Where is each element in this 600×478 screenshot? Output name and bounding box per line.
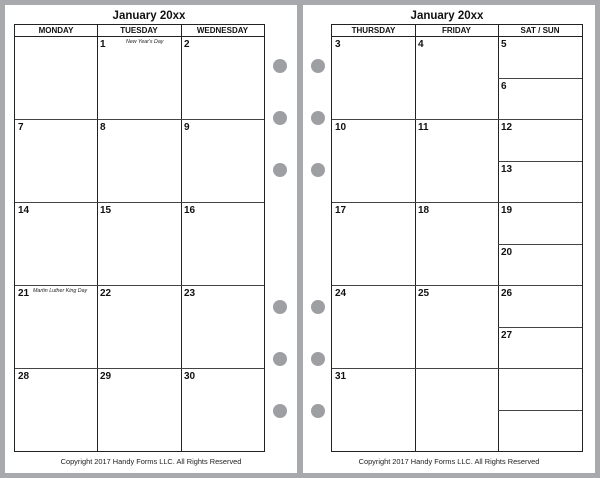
day-cell[interactable] [15, 369, 97, 451]
day-number: 12 [501, 122, 513, 133]
day-cell[interactable] [97, 286, 181, 368]
day-cell[interactable] [15, 203, 97, 285]
copyright-footer-right: Copyright 2017 Handy Forms LLC. All Rights Reserved [358, 457, 540, 466]
day-cell[interactable] [181, 120, 264, 202]
day-number: 24 [335, 288, 347, 299]
weekend-cell[interactable] [498, 120, 582, 161]
day-number: 1 [100, 39, 106, 50]
day-cell[interactable] [15, 120, 97, 202]
day-cell[interactable] [97, 120, 181, 202]
month-title-right: January 20xx [410, 10, 484, 22]
day-cell[interactable] [181, 369, 264, 451]
header-sat-sun: SAT / SUN [498, 25, 582, 37]
holiday-label: New Year's Day [126, 39, 164, 45]
copyright-footer-left: Copyright 2017 Handy Forms LLC. All Rights Reserved [60, 457, 242, 466]
day-number: 19 [501, 205, 513, 216]
day-number: 3 [335, 39, 341, 50]
day-cell[interactable] [415, 120, 498, 202]
binder-hole [273, 59, 287, 73]
day-cell[interactable] [415, 37, 498, 119]
day-number: 30 [184, 371, 196, 382]
weekend-cell[interactable] [498, 37, 582, 78]
day-cell-empty[interactable] [15, 37, 97, 119]
day-number: 14 [18, 205, 30, 216]
day-cell[interactable] [415, 286, 498, 368]
day-cell[interactable] [332, 37, 415, 119]
calendar-grid-right [331, 24, 583, 452]
day-number: 23 [184, 288, 196, 299]
day-number: 18 [418, 205, 430, 216]
weekend-cell-empty[interactable] [498, 369, 582, 410]
weekend-cell-empty[interactable] [498, 411, 582, 451]
binder-hole [273, 300, 287, 314]
day-number: 26 [501, 288, 513, 299]
binder-hole [311, 300, 325, 314]
binder-hole [311, 111, 325, 125]
day-number: 27 [501, 330, 513, 341]
day-cell[interactable] [97, 37, 181, 119]
weekend-cell[interactable] [498, 162, 582, 202]
holiday-label: Martin Luther King Day [33, 288, 88, 294]
header-wednesday: WEDNESDAY [181, 25, 264, 37]
binder-hole [311, 404, 325, 418]
day-cell[interactable] [97, 369, 181, 451]
day-cell[interactable] [181, 203, 264, 285]
weekend-cell[interactable] [498, 79, 582, 119]
day-number: 16 [184, 205, 196, 216]
binder-hole [273, 404, 287, 418]
day-cell[interactable] [415, 203, 498, 285]
header-thursday: THURSDAY [332, 25, 415, 37]
day-number: 11 [418, 122, 429, 133]
day-cell[interactable] [15, 286, 97, 368]
day-number: 25 [418, 288, 430, 299]
binder-hole [273, 111, 287, 125]
day-number: 21 [18, 288, 30, 299]
day-number: 20 [501, 247, 513, 258]
right-planner-page [303, 5, 595, 473]
binder-hole [273, 352, 287, 366]
binder-hole [311, 59, 325, 73]
day-number: 28 [18, 371, 30, 382]
day-cell[interactable] [332, 203, 415, 285]
day-number: 4 [418, 39, 424, 50]
day-number: 13 [501, 164, 513, 175]
day-number: 10 [335, 122, 347, 133]
day-number: 2 [184, 39, 190, 50]
header-friday: FRIDAY [415, 25, 498, 37]
day-cell[interactable] [332, 120, 415, 202]
day-cell[interactable] [181, 286, 264, 368]
day-number: 31 [335, 371, 347, 382]
day-cell[interactable] [181, 37, 264, 119]
weekend-cell[interactable] [498, 245, 582, 285]
calendar-grid-left [14, 24, 265, 452]
day-cell[interactable] [97, 203, 181, 285]
day-number: 8 [100, 122, 106, 133]
day-number: 17 [335, 205, 347, 216]
day-cell[interactable] [332, 369, 415, 451]
header-monday: MONDAY [15, 25, 97, 37]
day-number: 22 [100, 288, 112, 299]
day-number: 15 [100, 205, 112, 216]
binder-hole [273, 163, 287, 177]
day-number: 9 [184, 122, 190, 133]
month-title-left: January 20xx [112, 10, 186, 22]
header-tuesday: TUESDAY [97, 25, 181, 37]
left-planner-page [5, 5, 297, 473]
day-number: 5 [501, 39, 507, 50]
weekend-cell[interactable] [498, 328, 582, 368]
binder-hole [311, 352, 325, 366]
day-number: 6 [501, 81, 507, 92]
day-number: 29 [100, 371, 112, 382]
day-number: 7 [18, 122, 24, 133]
day-cell-empty[interactable] [415, 369, 498, 451]
weekend-cell[interactable] [498, 286, 582, 327]
day-cell[interactable] [332, 286, 415, 368]
binder-hole [311, 163, 325, 177]
weekend-cell[interactable] [498, 203, 582, 244]
